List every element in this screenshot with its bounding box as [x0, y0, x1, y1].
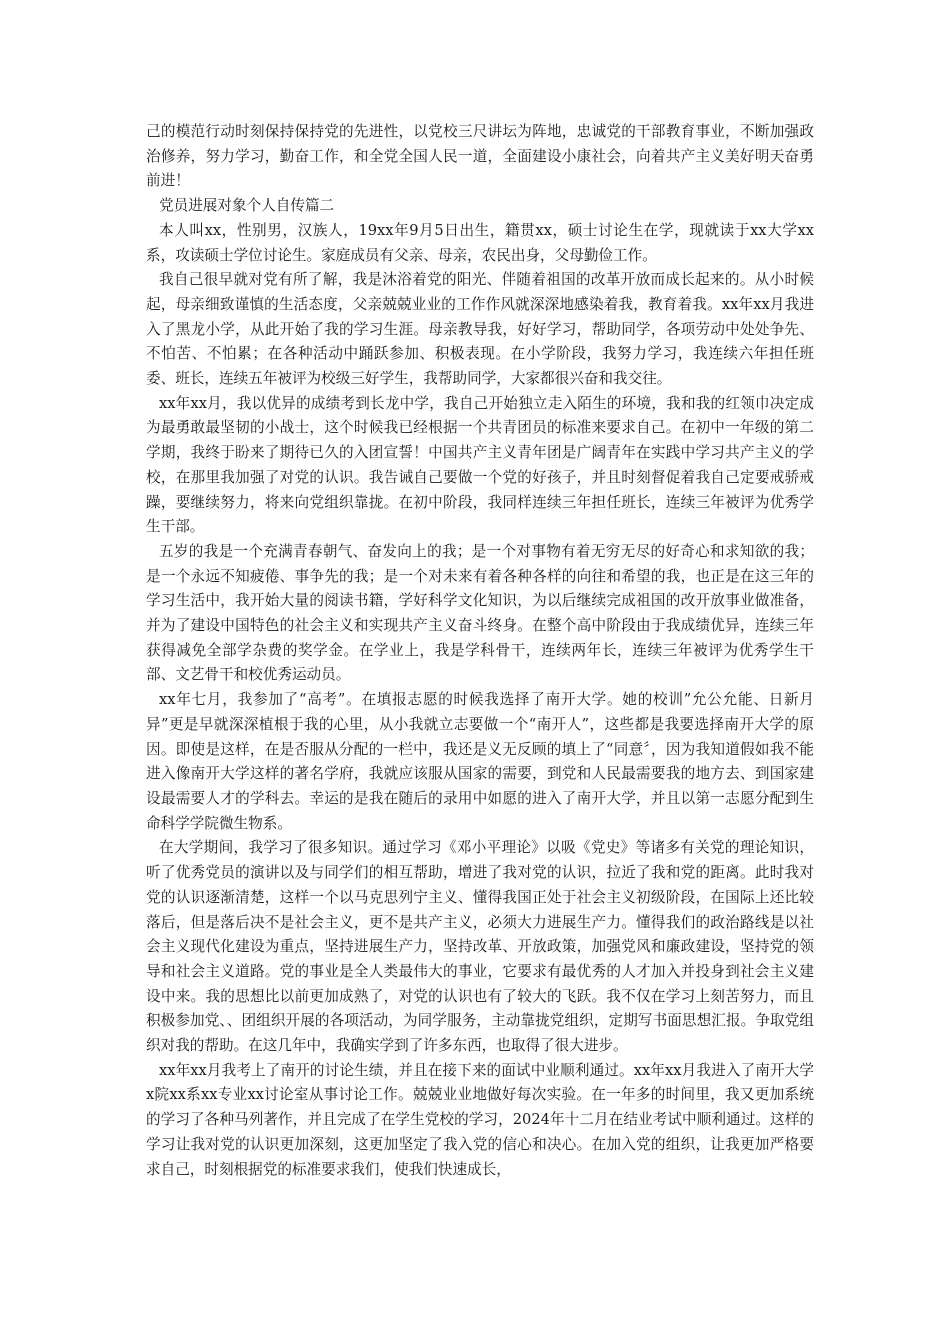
paragraph-continuation: 己的模范行动时刻保持保持党的先进性，以党校三尺讲坛为阵地，忠诚党的干部教育事业，不断加强政治修养，努力学习，勤奋工作，和全党全国人民一道，全面建设小康社会，向着共产主义美好明天奋勇前进！ — [146, 123, 814, 190]
document-page — [146, 120, 814, 1182]
paragraph-intro: 本人叫xx，性别男，汉族人，19xx年9月5日出生，籍贯xx，硕士讨论生在学，现就读于xx大学xx系，攻读硕士学位讨论生。家庭成员有父亲、母亲，农民出身，父母勤俭工作。 — [146, 221, 814, 264]
paragraph-high-school: 五岁的我是一个充满青春朝气、奋发向上的我；是一个对事物有着无穷无尽的好奇心和求知欲的我；是一个永远不知疲倦、事争先的我；是一个对未来有着各种各样的向往和希望的我，也正是在这三年的学习生活中，我开始大量的阅读书籍，学好科学文化知识，为以后继续完成祖国的改开放事业做准备，并为了建设中国特色的社会主义和实现共产主义奋斗终身。在整个高中阶段由于我成绩优异，连续三年获得减免全部学杂费的奖学金。在学业上，我是学科骨干，连续两年长，连续三年被评为优秀学生干部、文艺骨干和校优秀运动员。 — [146, 542, 814, 684]
section-heading: 党员进展对象个人自传篇二 — [159, 197, 335, 215]
paragraph-graduate: xx年xx月我考上了南开的讨论生绩，并且在接下来的面试中业顺利通过。xx年xx月我进入了南开大学x院xx系xx专业xx讨论室从事讨论工作。兢兢业业地做好每次实验。在一年多的时间里，我又更加系统的学习了各种马列著作，并且完成了在学生党校的学习，2024年十二月在结业考试中顺利通过。这样的学习让我对党的认识更加深刻，这更加坚定了我入党的信心和决心。在加入党的组织，让我更加严格要求自己，时刻根据党的标准要求我们，使我们快速成长， — [146, 1061, 814, 1178]
paragraph-college-entrance: xx年七月，我参加了“高考”。在填报志愿的时候我选择了南开大学。她的校训”允公允能、日新月异”更是早就深深植根于我的心里，从小我就立志要做一个“南开人”，这些都是我要选择南开大学的原因。即使是这样，在是否服从分配的一栏中，我还是义无反顾的填上了“同意〞，因为我知道假如我不能进入像南开大学这样的著名学府，我就应该服从国家的需要，到党和人民最需要我的地方去、到国家建设最需要人才的学科去。幸运的是我在随后的录用中如愿的进入了南开大学，并且以第一志愿分配到生命科学学院微生物系。 — [146, 691, 814, 832]
paragraph-middle-school: xx年xx月，我以优异的成绩考到长龙中学，我自己开始独立走入陌生的环境，我和我的红领巾决定成为最勇敢最坚韧的小战士，这个时候我已经根据一个共青团员的标准来要求自己。在初中一年级的第二学期，我终于盼来了期待已久的入团宣誓！中国共产主义青年团是广阔青年在实践中学习共产主义的学校，在那里我加强了对党的认识。我告诫自己要做一个党的好孩子，并且时刻督促着我自己定要戒骄戒躁，要继续努力，将来向党组织靠拢。在初中阶段，我同样连续三年担任班长，连续三年被评为优秀学生干部。 — [146, 394, 814, 536]
paragraph-childhood: 我自己很早就对党有所了解，我是沐浴着党的阳光、伴随着祖国的改革开放而成长起来的。从小时候起，母亲细致谨慎的生活态度，父亲兢兢业业的工作作风就深深地感染着我，教育着我。xx年xx月我进入了黑龙小学，从此开始了我的学习生涯。母亲教导我，好好学习，帮助同学，各项劳动中处处争先、不怕苦、不怕累；在各种活动中踊跃参加、积极表现。在小学阶段，我努力学习，我连续六年担任班委、班长，连续五年被评为校级三好学生，我帮助同学，大家都很兴奋和我交往。 — [146, 271, 814, 388]
paragraph-university: 在大学期间，我学习了很多知识。通过学习《邓小平理论》以吸《党史》等诸多有关党的理论知识，听了优秀党员的演讲以及与同学们的相互帮助，增进了我对党的认识，拉近了我和党的距离。此时我对党的认识逐渐清楚，这样一个以马克思列宁主义、懂得我国正处于社会主义初级阶段，在国际上还比较落后，但是落后决不是社会主义，更不是共产主义，必须大力进展生产力。懂得我们的政治路线是以社会主义现代化建设为重点，坚持进展生产力，坚持改革、开放政策，加强党风和廉政建设，坚持党的领导和社会主义道路。党的事业是全人类最伟大的事业，它要求有最优秀的人才加入并投身到社会主义建设中来。我的思想比以前更加成熟了，对党的认识也有了较大的飞跃。我不仅在学习上刻苦努力，而且积极参加党、、团组织开展的各项活动，为同学服务，主动靠拢党组织，定期写书面思想汇报。争取党组织对我的帮助。在这几年中，我确实学到了许多东西，也取得了很大进步。 — [146, 839, 814, 1055]
